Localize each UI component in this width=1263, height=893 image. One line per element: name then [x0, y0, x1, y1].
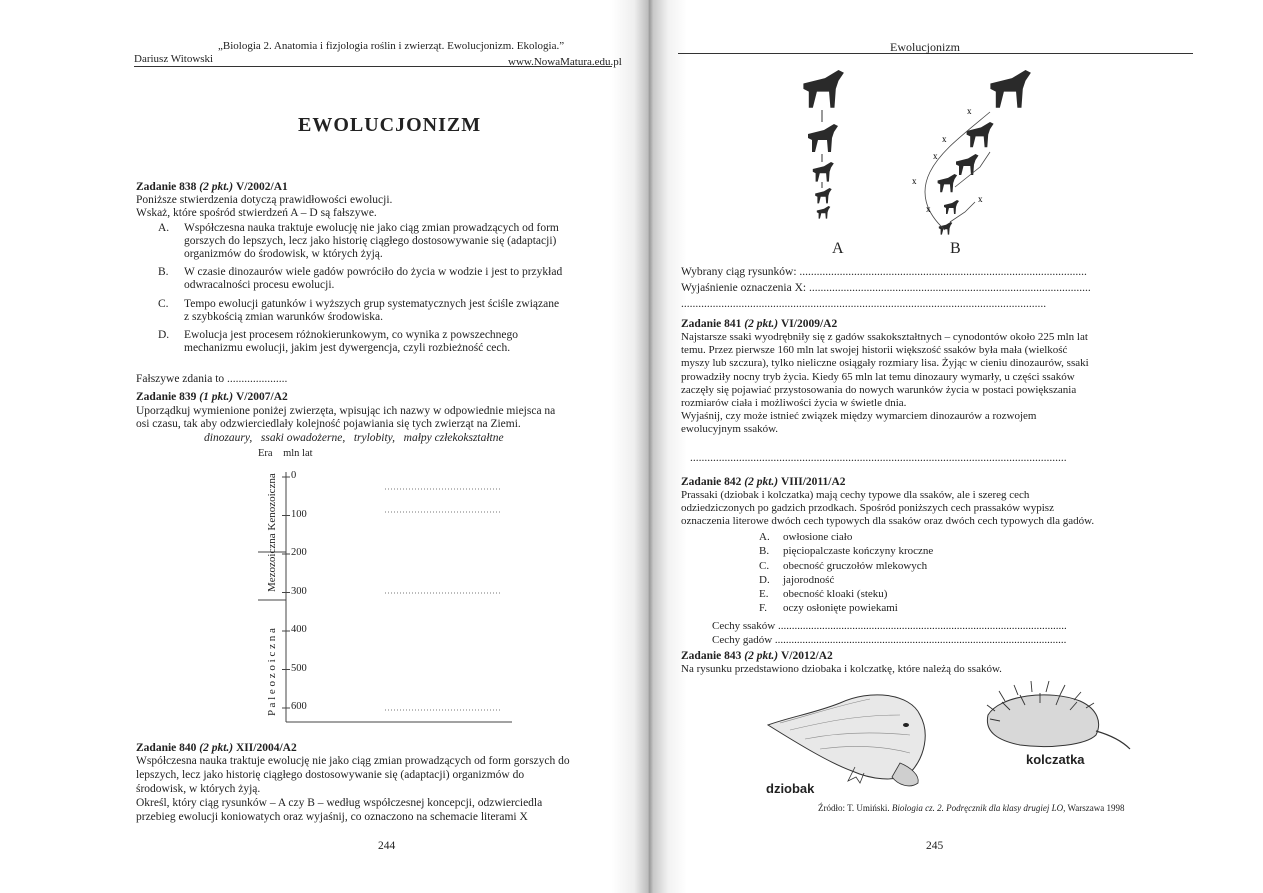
task-842-body	[681, 489, 1094, 529]
paragraph-line: temu. Przez pierwsze 160 mln lat swojej historii większość ssaków była mała (wielkość	[681, 344, 1068, 357]
task-label: Zadanie 842	[681, 476, 742, 488]
task-code: XII/2004/A2	[236, 742, 297, 754]
source-suffix: Warszawa 1998	[1067, 803, 1125, 813]
right-page-number: 245	[926, 840, 944, 852]
option-line: organizmów do środowisk, w których żyją.	[184, 248, 383, 261]
series-a-drawings	[803, 70, 844, 219]
option-item: F. oczy osłonięte powiekami	[759, 602, 898, 615]
task-838-intro-2: Wskaż, które spośród stwierdzeń A – D są fałszywe.	[136, 207, 377, 219]
task-840-line-1: Współczesna nauka traktuje ewolucję nie jako ciąg zmian prowadzących od form gorszych do	[136, 755, 570, 767]
left-header-url: www.NowaMatura.edu.pl	[508, 56, 622, 68]
task-points: (2 pkt.)	[744, 476, 779, 488]
option-letter: D.	[158, 329, 170, 341]
timeline-axis-header: Era mln lat	[258, 448, 313, 459]
option-item: B. pięciopalczaste kończyny kroczne	[759, 545, 934, 558]
task-code: V/2007/A2	[236, 391, 288, 403]
option-letter: B.	[158, 266, 169, 278]
left-header-title: „Biologia 2. Anatomia i fizjologia roślin i zwierząt. Ewolucjonizm. Ekologia.”	[218, 40, 565, 52]
paragraph-line: prowadziły nocny tryb życia. Kiedy 65 mln lat temu dinozaury wymarły, u części ssaków	[681, 370, 1075, 383]
task-841-answer-line[interactable]: ...................................................................................................................................	[690, 452, 1067, 464]
task-840-line-3: środowisk, w których żyją.	[136, 783, 261, 795]
task-points: (2 pkt.)	[744, 650, 779, 662]
task-839-animals: dinozaury, ssaki owadożerne, trylobity, małpy człekokształtne	[204, 432, 504, 444]
mammal-features-line[interactable]: Cechy ssaków .........................................................................................................	[712, 620, 1067, 632]
paragraph-line: Wyjaśnij, czy może istnieć związek między wymarciem dinozaurów a rozwojem	[681, 410, 1037, 423]
left-page-number: 244	[378, 840, 396, 852]
paragraph-line: oznaczenia literowe dwóch cech typowych dla ssaków oraz dwóch cech typowych dla gadów.	[681, 515, 1095, 528]
source-prefix: Źródło: T. Umiński.	[818, 803, 890, 813]
option-letter: A.	[158, 222, 170, 234]
timeline-tick-label: 400	[291, 624, 307, 635]
task-840-heading	[136, 742, 297, 755]
task-points: (2 pkt.)	[199, 742, 234, 754]
task-843-text: Na rysunku przedstawiono dziobaka i kolczatkę, które należą do ssaków.	[681, 663, 1002, 675]
task-code: VI/2009/A2	[781, 318, 838, 330]
task-840-line-2: lepszych, lecz jako historię ciągłego dostosowywanie się (adaptacji) organizmów do	[136, 769, 525, 781]
task-839-line-1: Uporządkuj wymienione poniżej zwierzęta, wpisując ich nazwy w odpowiednie miejsca na	[136, 405, 556, 417]
echidna-drawing	[987, 681, 1130, 749]
paragraph-line: zaczęły się pojawiać przystosowania do nowych warunków życia w postaci powiększania	[681, 383, 1077, 396]
timeline-tick-label: 300	[291, 585, 307, 597]
x-mark: x	[933, 151, 938, 161]
option-line: mechanizmu ewolucji, jakim jest dywergencja, czyli rozbieżność cech.	[184, 342, 511, 355]
right-header: Ewolucjonizm	[890, 40, 960, 54]
chosen-series-line[interactable]: Wybrany ciąg rysunków: ....................................................................................................	[681, 266, 1087, 278]
series-b-drawings	[925, 70, 1031, 235]
task-842-options	[759, 530, 933, 616]
chapter-title: EWOLUCJONIZM	[298, 114, 482, 136]
paragraph-line: odziedziczonych po gadzich przodkach. Spośród poniższych cech prassaków wypisz	[681, 502, 1054, 515]
task-841-heading	[681, 318, 837, 331]
x-mark: x	[967, 106, 972, 116]
task-label: Zadanie 839	[136, 391, 197, 403]
blank-answer-line[interactable]: ...............................................................................................................................	[681, 298, 1047, 310]
source-title: Biologia cz. 2. Podręcznik dla klasy drugiej LO,	[891, 803, 1066, 813]
task-points: (1 pkt.)	[199, 391, 234, 403]
option-item: A. owłosione ciało	[759, 531, 853, 543]
task-label: Zadanie 838	[136, 181, 197, 193]
x-mark: x	[912, 176, 917, 186]
horse-evolution-diagram	[780, 62, 1070, 262]
task-points: (2 pkt.)	[199, 181, 234, 193]
task-label: Zadanie 843	[681, 650, 742, 662]
platypus-drawing	[768, 695, 925, 786]
task-code: VIII/2011/A2	[781, 476, 846, 488]
label-platypus: dziobak	[766, 781, 815, 796]
paragraph-line: rozmiarów ciała i możliwości życia w świetle dnia.	[681, 397, 907, 410]
option-line: gorszych do lepszych, lecz jako historię ciągłego dostosowywanie się (adaptacji)	[184, 235, 557, 248]
task-code: V/2002/A1	[236, 181, 288, 193]
task-label: Zadanie 840	[136, 742, 197, 754]
task-840-line-5: przebieg ewolucji koniowatych oraz wyjaśnij, co oznaczono na schemacie literami X	[136, 811, 528, 823]
timeline-tick-label: 200	[291, 547, 307, 558]
timeline-tick-label: 0	[291, 470, 297, 481]
task-839-line-2: osi czasu, tak aby odzwierciedlały kolejność pojawiania się tych zwierząt na Ziemi.	[136, 418, 521, 430]
timeline-tick-label: 600	[291, 701, 307, 712]
timeline-tick-label: 100	[291, 508, 307, 520]
left-header-rule	[134, 66, 612, 67]
option-item: D. jajorodność	[759, 573, 835, 586]
task-842-heading	[681, 476, 846, 489]
task-label: Zadanie 841	[681, 318, 742, 330]
image-source	[818, 803, 1125, 813]
task-838-answer-line: Fałszywe zdania to .....................	[136, 373, 288, 385]
monotremes-illustration	[760, 675, 1160, 800]
paragraph-line: myszy lub szczura), tylko nieliczne osiągały rozmiary lisa. Żyjąc w cieniu dinozaurów, ssaki	[681, 357, 1089, 370]
task-841-body	[681, 331, 1181, 437]
task-843-heading	[681, 650, 833, 663]
era-label-meso-keno: Mezozoiczna Kenozoiczna	[266, 473, 278, 592]
task-838-heading	[136, 181, 288, 194]
paragraph-line: ewolucyjnym ssaków.	[681, 423, 779, 436]
paragraph-line: Prassaki (dziobak i kolczatka) mają cechy typowe dla ssaków, ale i szereg cech	[681, 489, 1030, 501]
x-mark: x	[926, 204, 931, 214]
diagram-label-b: B	[950, 240, 961, 257]
option-letter: C.	[158, 298, 169, 310]
era-label-paleo: P a l e o z o i c z n a	[266, 628, 278, 716]
book-spine	[612, 0, 687, 893]
option-line: z szybkością zmian warunków środowiska.	[184, 311, 383, 324]
task-838-intro-1: Poniższe stwierdzenia dotyczą prawidłowości ewolucji.	[136, 194, 393, 206]
task-points: (2 pkt.)	[744, 318, 779, 330]
paragraph-line: Najstarsze ssaki wyodrębniły się z gadów ssakokształtnych – cynodontów około 225 mln lat	[681, 331, 1088, 343]
label-echidna: kolczatka	[1026, 752, 1085, 767]
option-line: Ewolucja jest procesem różnokierunkowym, co wynika z powszechnego	[184, 329, 519, 341]
diagram-label-a: A	[832, 240, 844, 257]
explain-x-line[interactable]: Wyjaśnienie oznaczenia X: ..................................................................................................	[681, 282, 1091, 294]
option-line: Współczesna nauka traktuje ewolucję nie jako ciąg zmian prowadzących od form	[184, 222, 559, 234]
task-839-heading	[136, 391, 288, 404]
option-line: odwracalności procesu ewolucji.	[184, 279, 335, 292]
option-line: Tempo ewolucji gatunków i wyższych grup systematycznych jest ściśle związane	[184, 298, 560, 310]
option-item: E. obecność kloaki (steku)	[759, 588, 888, 601]
option-line: W czasie dinozaurów wiele gadów powróciło do życia w wodzie i jest to przykład	[184, 266, 563, 278]
x-mark: x	[942, 134, 947, 144]
x-mark: x	[978, 194, 983, 204]
task-840-line-4: Określ, który ciąg rysunków – A czy B – według współczesnej koncepcji, odzwierciedla	[136, 797, 543, 809]
task-code: V/2012/A2	[781, 650, 833, 662]
timeline-tick-label: 500	[291, 662, 307, 674]
option-item: C. obecność gruczołów mlekowych	[759, 559, 928, 572]
left-header-author: Dariusz Witowski	[134, 53, 214, 65]
reptile-features-line[interactable]: Cechy gadów ..........................................................................................................	[712, 634, 1067, 646]
